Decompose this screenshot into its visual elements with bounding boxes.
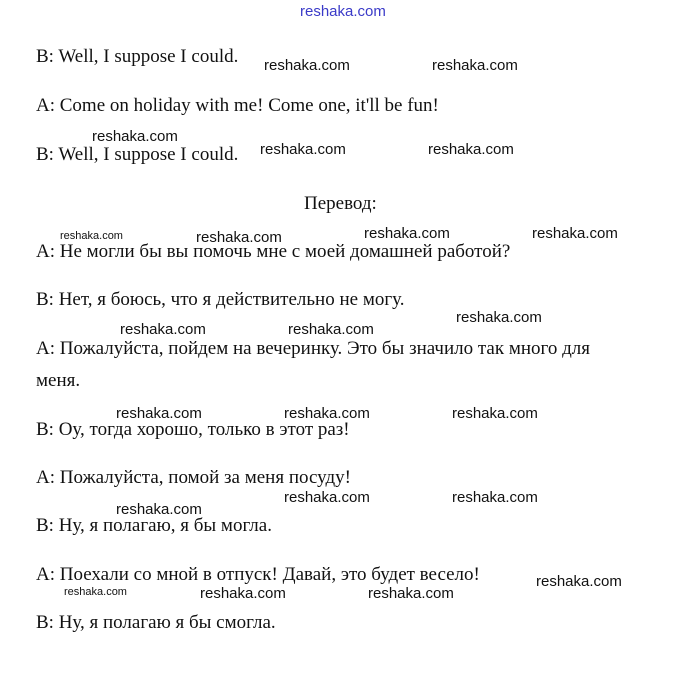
watermark: reshaka.com xyxy=(200,585,286,602)
watermark: reshaka.com xyxy=(456,309,542,326)
watermark: reshaka.com xyxy=(368,585,454,602)
dialogue-line-ru: A: Не могли бы вы помочь мне с моей домашней работой? xyxy=(36,241,511,262)
watermark: reshaka.com xyxy=(428,141,514,158)
dialogue-line-ru: A: Пожалуйста, пойдем на вечеринку. Это бы значило так много для xyxy=(36,338,590,359)
watermark: reshaka.com xyxy=(116,501,202,518)
watermark: reshaka.com xyxy=(284,405,370,422)
dialogue-line-ru: меня. xyxy=(36,370,81,391)
dialogue-line-ru: B: Ну, я полагаю, я бы могла. xyxy=(36,515,272,536)
watermark: reshaka.com xyxy=(288,321,374,338)
watermark: reshaka.com xyxy=(196,229,282,246)
dialogue-line-ru: A: Поехали со мной в отпуск! Давай, это будет весело! xyxy=(36,564,480,585)
watermark: reshaka.com xyxy=(264,57,350,74)
dialogue-line-en: B: Well, I suppose I could. xyxy=(36,144,239,165)
watermark: reshaka.com xyxy=(60,230,123,242)
watermark: reshaka.com xyxy=(536,573,622,590)
watermark: reshaka.com xyxy=(364,225,450,242)
watermark: reshaka.com xyxy=(260,141,346,158)
watermark: reshaka.com xyxy=(284,489,370,506)
header-watermark: reshaka.com xyxy=(300,3,386,20)
dialogue-line-ru: B: Ну, я полагаю я бы смогла. xyxy=(36,612,276,633)
watermark: reshaka.com xyxy=(116,405,202,422)
dialogue-line-ru: B: Оу, тогда хорошо, только в этот раз! xyxy=(36,419,350,440)
dialogue-line-ru: B: Нет, я боюсь, что я действительно не могу. xyxy=(36,289,405,310)
watermark: reshaka.com xyxy=(452,405,538,422)
watermark: reshaka.com xyxy=(452,489,538,506)
watermark: reshaka.com xyxy=(432,57,518,74)
watermark: reshaka.com xyxy=(64,586,127,598)
dialogue-line-en: A: Come on holiday with me! Come one, it'll be fun! xyxy=(36,95,439,116)
translation-heading: Перевод: xyxy=(304,193,377,214)
watermark: reshaka.com xyxy=(120,321,206,338)
watermark: reshaka.com xyxy=(532,225,618,242)
watermark: reshaka.com xyxy=(92,128,178,145)
dialogue-line-en: B: Well, I suppose I could. xyxy=(36,46,239,67)
dialogue-line-ru: A: Пожалуйста, помой за меня посуду! xyxy=(36,467,351,488)
